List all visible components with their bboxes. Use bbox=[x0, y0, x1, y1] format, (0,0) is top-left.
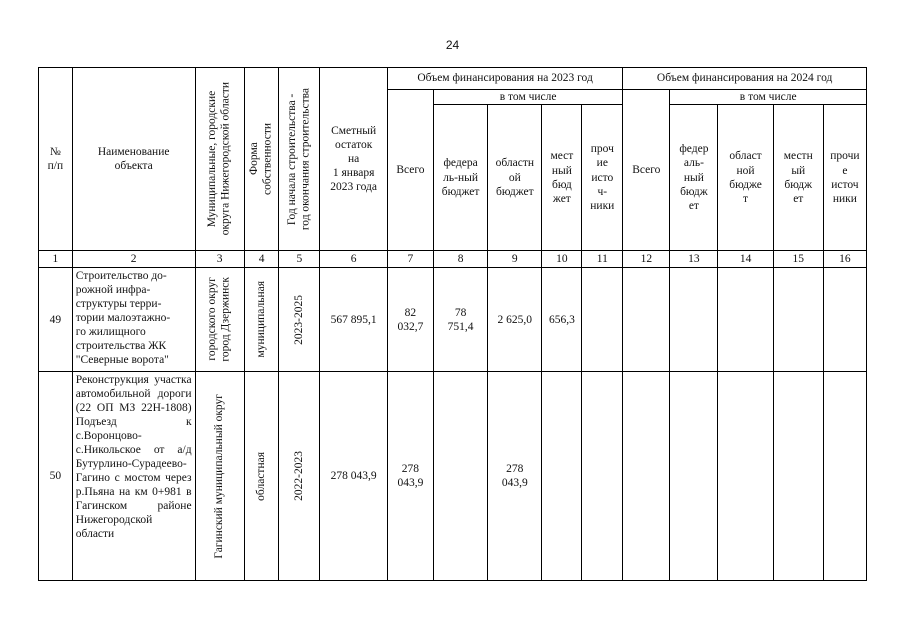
column-number: 14 bbox=[718, 251, 773, 268]
row-ownership-text: муниципальная bbox=[254, 281, 267, 358]
row-local-2023 bbox=[542, 372, 582, 581]
row-ownership bbox=[244, 268, 279, 372]
header-local-2024: местн ый бюдж ет bbox=[773, 105, 823, 251]
row-total-2024 bbox=[623, 268, 670, 372]
row-other-2023 bbox=[582, 372, 623, 581]
row-municipality bbox=[195, 372, 244, 581]
row-total-2024 bbox=[623, 372, 670, 581]
header-ownership-text: Форма собственности bbox=[248, 123, 274, 195]
row-ownership bbox=[244, 372, 279, 581]
row-regional-2023: 278 043,9 bbox=[488, 372, 542, 581]
column-number: 9 bbox=[488, 251, 542, 268]
header-total-2023: Всего bbox=[387, 90, 433, 251]
row-num: 50 bbox=[39, 372, 73, 581]
header-balance: Сметный остаток на 1 января 2023 года bbox=[320, 68, 388, 251]
row-object-name: Строительство до- рожной инфра- структуры терри- тории малоэтажно- го жилищного строительства ЖК "Северные ворота" bbox=[72, 268, 195, 372]
row-other-2024 bbox=[823, 268, 866, 372]
header-municipality bbox=[195, 68, 244, 251]
row-regional-2023: 2 625,0 bbox=[488, 268, 542, 372]
row-regional-2024 bbox=[718, 372, 773, 581]
row-regional-2024 bbox=[718, 268, 773, 372]
header-other-2024: прочи е источ ники bbox=[823, 105, 866, 251]
row-years-text: 2023-2025 bbox=[292, 294, 305, 345]
row-local-2024 bbox=[773, 372, 823, 581]
header-total-2024: Всего bbox=[623, 90, 670, 251]
header-fin-2023: Объем финансирования на 2023 год bbox=[387, 68, 622, 90]
header-row-1 bbox=[39, 68, 867, 90]
column-number: 16 bbox=[823, 251, 866, 268]
header-fin-2024: Объем финансирования на 2024 год bbox=[623, 68, 867, 90]
column-number: 1 bbox=[39, 251, 73, 268]
row-local-2023: 656,3 bbox=[542, 268, 582, 372]
row-total-2023: 82 032,7 bbox=[387, 268, 433, 372]
column-number: 5 bbox=[279, 251, 320, 268]
header-federal-2023: федера ль-ный бюджет bbox=[433, 105, 487, 251]
row-ownership-text: областная bbox=[254, 451, 267, 501]
header-other-2023: проч ие исто ч- ники bbox=[582, 105, 623, 251]
header-regional-2023: областн ой бюджет bbox=[488, 105, 542, 251]
row-balance: 278 043,9 bbox=[320, 372, 388, 581]
row-municipality-text: Гагинский муниципальный округ bbox=[212, 393, 225, 559]
column-number: 10 bbox=[542, 251, 582, 268]
header-federal-2024: федер аль- ный бюдж ет bbox=[670, 105, 718, 251]
row-balance: 567 895,1 bbox=[320, 268, 388, 372]
row-years-text: 2022-2023 bbox=[292, 451, 305, 501]
column-number: 11 bbox=[582, 251, 623, 268]
column-number: 3 bbox=[195, 251, 244, 268]
row-municipality-text: городского округ город Дзержинск bbox=[206, 277, 232, 362]
row-federal-2023: 78 751,4 bbox=[433, 268, 487, 372]
row-federal-2024 bbox=[670, 268, 718, 372]
header-ownership bbox=[244, 68, 279, 251]
row-num: 49 bbox=[39, 268, 73, 372]
row-years bbox=[279, 372, 320, 581]
row-object-name: Реконструкция участка автомобильной дороги (22 ОП МЗ 22Н-1808) Подъезд к с.Воронцово-с.Никольское от а/д Бутурлино-Сурадеево-Гагино с мостом через р.Пьяна на км 0+981 в Гагинском районе Нижегородской области bbox=[72, 372, 195, 581]
page-number: 24 bbox=[445, 38, 460, 52]
table-row bbox=[39, 268, 867, 372]
column-number: 8 bbox=[433, 251, 487, 268]
header-municipality-text: Муниципальные, городские округа Нижегородской области bbox=[206, 82, 232, 236]
row-other-2024 bbox=[823, 372, 866, 581]
header-including-2024: в том числе bbox=[670, 90, 867, 105]
header-num: № п/п bbox=[39, 68, 73, 251]
row-municipality bbox=[195, 268, 244, 372]
column-number: 12 bbox=[623, 251, 670, 268]
row-federal-2023 bbox=[433, 372, 487, 581]
header-years-text: Год начала строительства - год окончания строительства bbox=[285, 87, 312, 231]
header-local-2023: мест ный бюд жет bbox=[542, 105, 582, 251]
column-number: 13 bbox=[670, 251, 718, 268]
column-number: 4 bbox=[244, 251, 279, 268]
header-years bbox=[279, 68, 320, 251]
column-number: 6 bbox=[320, 251, 388, 268]
row-local-2024 bbox=[773, 268, 823, 372]
row-federal-2024 bbox=[670, 372, 718, 581]
row-total-2023: 278 043,9 bbox=[387, 372, 433, 581]
header-name: Наименование объекта bbox=[72, 68, 195, 251]
table-row bbox=[39, 372, 867, 581]
financing-table bbox=[38, 67, 867, 581]
row-other-2023 bbox=[582, 268, 623, 372]
row-years bbox=[279, 268, 320, 372]
header-regional-2024: област ной бюдже т bbox=[718, 105, 773, 251]
header-including-2023: в том числе bbox=[433, 90, 622, 105]
column-number: 2 bbox=[72, 251, 195, 268]
column-number-row bbox=[39, 251, 867, 268]
column-number: 7 bbox=[387, 251, 433, 268]
column-number: 15 bbox=[773, 251, 823, 268]
